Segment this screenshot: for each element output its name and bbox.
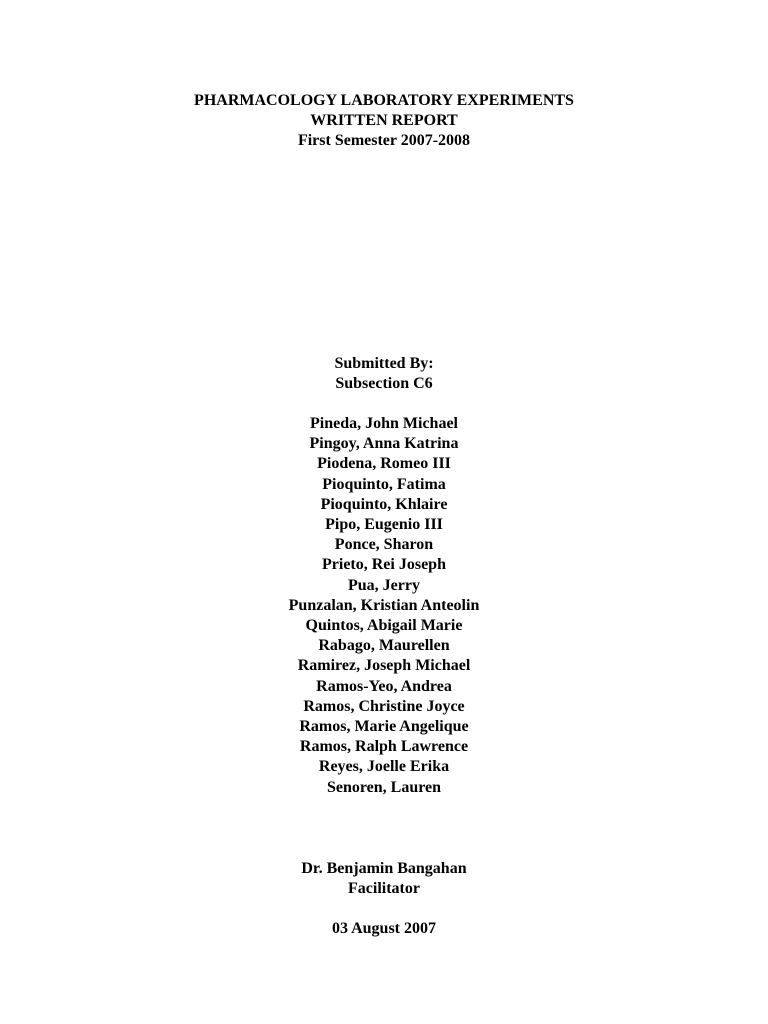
member-name: Ramos, Ralph Lawrence [299,738,469,756]
report-date: 03 August 2007 [331,920,437,937]
member-name: Punzalan, Kristian Anteolin [288,596,480,614]
facilitator-name: Dr. Benjamin Bangahan [301,860,467,877]
member-name: Senoren, Lauren [326,778,442,796]
member-name: Pipo, Eugenio III [325,516,443,534]
member-name: Pioquinto, Khlaire [320,495,448,513]
member-name: Ramos-Yeo, Andrea [316,677,452,695]
member-name: Prieto, Rei Joseph [322,556,446,574]
submitted-by-label: Submitted By: [334,355,434,372]
members-list [0,414,768,798]
member-name: Pineda, John Michael [309,415,458,432]
report-semester: First Semester 2007-2008 [297,132,471,150]
date-block [0,919,768,939]
facilitator-block [0,859,768,899]
subsection-label: Subsection C6 [335,375,433,393]
member-name: Reyes, Joelle Erika [318,758,450,776]
member-name: Ramos, Christine Joyce [303,697,465,715]
report-subtitle: WRITTEN REPORT [310,112,458,130]
member-name: Pioquinto, Fatima [322,475,446,493]
member-name: Piodena, Romeo III [317,455,451,473]
member-name: Ramos, Marie Angelique [299,718,469,736]
member-name: Ponce, Sharon [334,536,434,554]
member-name: Pingoy, Anna Katrina [309,435,459,453]
member-name: Pua, Jerry [348,576,420,594]
title-block [0,91,768,152]
member-name: Ramirez, Joseph Michael [297,657,471,675]
submission-block [0,354,768,394]
member-name: Rabago, Maurellen [318,637,450,655]
facilitator-role: Facilitator [348,880,420,898]
member-name: Quintos, Abigail Marie [305,617,463,635]
report-title: PHARMACOLOGY LABORATORY EXPERIMENTS [194,92,574,109]
